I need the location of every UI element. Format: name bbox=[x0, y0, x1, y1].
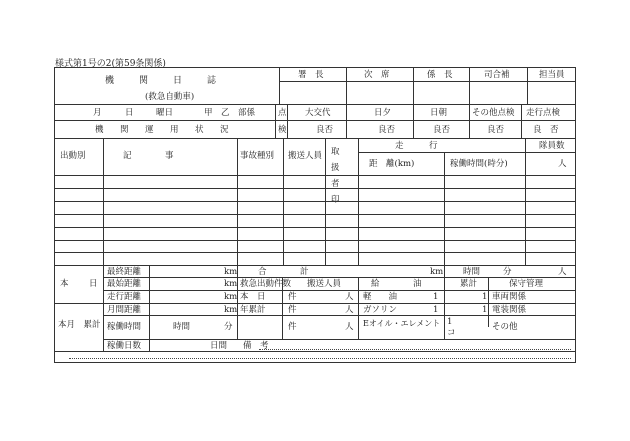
approval-section-head: 係 長 bbox=[427, 70, 453, 80]
total-person-unit: 人 bbox=[558, 267, 567, 277]
total-label: 合 計 bbox=[258, 267, 311, 277]
ok-ng-3: 良否 bbox=[433, 125, 451, 135]
operating-days-label: 稼働日数 bbox=[107, 341, 142, 351]
start-distance-unit: km bbox=[224, 279, 238, 289]
form-caption: 様式第1号の2(第59条関係) bbox=[55, 59, 166, 69]
operating-days-unit: 日間 bbox=[210, 341, 228, 351]
shift-label: 甲 乙 部係 bbox=[204, 108, 256, 118]
record-column-header: 記 事 bbox=[123, 151, 176, 161]
today-person-unit: 人 bbox=[345, 292, 354, 302]
date-month: 月 bbox=[93, 108, 102, 118]
approval-chief: 署 長 bbox=[298, 70, 324, 80]
ok-ng-2: 良否 bbox=[378, 125, 396, 135]
operating-time-label: 稼働時間 bbox=[107, 322, 142, 332]
approval-assistant: 司合補 bbox=[484, 70, 510, 80]
run-column-header: 走 行 bbox=[395, 141, 438, 151]
ok-ng-1: 良否 bbox=[316, 125, 334, 135]
morning-label: 日朝 bbox=[430, 108, 448, 118]
crew-column-header: 隊員数 bbox=[539, 141, 565, 151]
light-oil-cumulative: 1 bbox=[482, 292, 488, 302]
ok-ng-4: 良否 bbox=[487, 125, 505, 135]
remarks-label: 備 考 bbox=[243, 341, 269, 351]
total-minute-label: 分 bbox=[503, 267, 512, 277]
gasoline-cumulative: 1 bbox=[482, 305, 488, 315]
total-km-unit: km bbox=[430, 267, 444, 277]
final-distance-label: 最終距離 bbox=[107, 267, 142, 277]
year-total-count-unit: 件 bbox=[288, 322, 297, 332]
start-distance-label: 最始距離 bbox=[107, 279, 142, 289]
inspection-label-top: 点 bbox=[278, 108, 287, 118]
gasoline-label: ガソリン bbox=[363, 305, 398, 315]
other-label: その他 bbox=[492, 322, 518, 332]
incident-type-column-header: 事故種別 bbox=[240, 151, 275, 161]
hours-column-header: 稼働時間(時分) bbox=[450, 159, 508, 169]
electrical-label: 電装関係 bbox=[492, 305, 527, 315]
shift-change-label: 大交代 bbox=[305, 108, 331, 118]
monthly-distance-unit: km bbox=[224, 305, 238, 315]
approval-deputy: 次 席 bbox=[364, 70, 390, 80]
other-inspection-label: その他点検 bbox=[472, 108, 515, 118]
dispatch-column-header: 出動別 bbox=[60, 151, 86, 161]
operation-status-label: 機 関 運 用 状 況 bbox=[95, 125, 233, 135]
handling-column-header: 取扱者印 bbox=[331, 147, 340, 205]
gasoline-qty: 1 bbox=[433, 305, 439, 315]
year-person-unit: 人 bbox=[345, 305, 354, 315]
inspection-label-bottom: 検 bbox=[278, 125, 287, 135]
form-subtitle: (救急自動車) bbox=[145, 92, 195, 102]
operating-hour-unit: 時間 bbox=[173, 322, 191, 332]
oil-element-label: Eオイル・エレメント bbox=[363, 319, 441, 328]
log-form bbox=[54, 67, 576, 363]
run-distance-unit: km bbox=[224, 292, 238, 302]
year-total-label: 年累計 bbox=[240, 305, 266, 315]
ok-ng-5: 良 否 bbox=[533, 125, 559, 135]
maintenance-label: 保守管理 bbox=[509, 279, 544, 289]
run-distance-label: 走行距離 bbox=[107, 292, 142, 302]
dispatch-count-label: 救急出動件数 bbox=[240, 279, 292, 289]
light-oil-label: 軽 油 bbox=[363, 292, 398, 302]
form-title: 機 関 日 誌 bbox=[105, 76, 225, 86]
crew-unit: 人 bbox=[558, 159, 567, 169]
transported-column-header: 搬送人員 bbox=[288, 151, 323, 161]
today-group-label: 本 日 bbox=[60, 279, 104, 289]
operating-minute-unit: 分 bbox=[224, 322, 233, 332]
today-count-label: 本 日 bbox=[240, 292, 266, 302]
oil-element-qty: 1 bbox=[447, 317, 453, 327]
total-time-label: 時間 bbox=[463, 267, 481, 277]
fuel-cumulative-label: 累計 bbox=[460, 279, 478, 289]
run-inspection-label: 走行点検 bbox=[526, 108, 561, 118]
transport-count-label: 搬送人員 bbox=[307, 279, 342, 289]
date-day: 日 bbox=[125, 108, 134, 118]
evening-label: 日夕 bbox=[374, 108, 392, 118]
final-distance-unit: km bbox=[224, 267, 238, 277]
fuel-label: 給 油 bbox=[371, 279, 424, 289]
today-count-unit: 件 bbox=[288, 292, 297, 302]
monthly-distance-label: 月間距離 bbox=[107, 305, 142, 315]
month-total-group-label: 本月 累計 bbox=[58, 320, 101, 330]
date-weekday: 曜日 bbox=[156, 108, 174, 118]
year-total-person-unit: 人 bbox=[345, 322, 354, 332]
year-count-unit: 件 bbox=[288, 305, 297, 315]
oil-element-unit: コ bbox=[447, 328, 456, 338]
distance-column-header: 距 離(km) bbox=[369, 159, 415, 169]
approval-officer: 担当員 bbox=[539, 70, 565, 80]
vehicle-label: 車両関係 bbox=[492, 292, 527, 302]
light-oil-qty: 1 bbox=[433, 292, 439, 302]
